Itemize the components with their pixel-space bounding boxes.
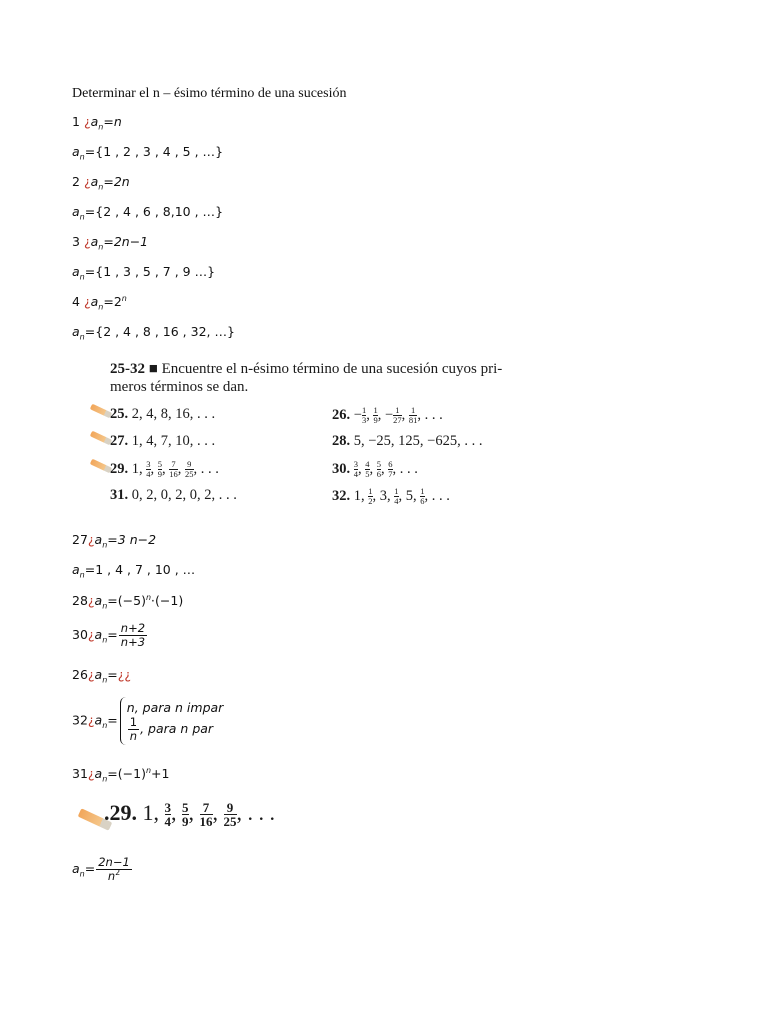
solution-26-rule: $26¿a_n=¿¿$ bbox=[72, 667, 132, 685]
solution-28-rule: $28¿a_n=(-5)^n\cdot(-1)$ bbox=[72, 592, 184, 611]
example-4-sequence: $a_n=\{2$ , 4 , 8 , 16 , 32, …} bbox=[72, 324, 235, 342]
solution-27-rule: $27¿a_n=3$ n−2 bbox=[72, 532, 157, 550]
exercise-32: 32. 1, $\frac{1}{2}$ , 3, $\frac{1}{4}$ , 5, $\frac{1}{6}$ , . . . bbox=[332, 486, 450, 506]
textbook-exercise-image bbox=[84, 360, 554, 510]
example-4-rule: 4 ¿$a_n=2^n$ bbox=[72, 293, 127, 312]
example-3-rule: 3 ¿$a_n=2n-1$ bbox=[72, 234, 149, 252]
pencil-icon bbox=[90, 459, 112, 474]
exercise-27: 27. 1, 4, 7, 10, . . . bbox=[110, 433, 216, 449]
final-answer: $a_n=$ $\frac{2n-1}{n^2}$ bbox=[72, 855, 130, 883]
example-1-sequence: $a_n=\{1$ , 2 , 3 , 4 , 5 , …} bbox=[72, 144, 224, 162]
exercise-30: 30. $\frac{3}{4}$ , $\frac{4}{5}$ , $\frac{5}{6}$ , $\frac{6}{7}$ , . . . bbox=[332, 459, 418, 479]
enlarged-exercise-29: .29. 1, $\frac{3}{4}$ , $\frac{5}{9}$ , $\frac{7}{16}$ , $\frac{9}{25}$ , . . . bbox=[104, 800, 275, 830]
exercise-25: 25. 2, 4, 8, 16, . . . bbox=[110, 406, 216, 422]
solution-27-sequence: $a_n=1$ , 4 , 7 , 10 , … bbox=[72, 562, 196, 580]
exercise-26: 26. − $\frac{1}{3}$ , $\frac{1}{9}$ , − $\frac{1}{27}$ , $\frac{1}{81}$ , . . . bbox=[332, 405, 443, 425]
exercise-29: 29. 1, $\frac{3}{4}$ , $\frac{5}{9}$ , $\frac{7}{16}$ , $\frac{9}{25}$ , . . . bbox=[110, 459, 219, 479]
example-1-rule: 1 ¿$a_n=n$ bbox=[72, 114, 122, 132]
example-2-rule: 2 ¿$a_n=2n$ bbox=[72, 174, 130, 192]
example-3-sequence: $a_n=\{1$ , 3 , 5 , 7 , 9 …} bbox=[72, 264, 216, 282]
page-heading: Determinar el n – ésimo término de una sucesión bbox=[72, 86, 347, 101]
exercise-28: 28. 5, −25, 125, −625, . . . bbox=[332, 433, 483, 449]
exercise-31: 31. 0, 2, 0, 2, 0, 2, . . . bbox=[110, 487, 237, 503]
solution-32-rule: $32¿a_n=n$, para n impar $\frac{1}{n}$ , para n par bbox=[72, 697, 223, 745]
pencil-icon bbox=[90, 404, 112, 419]
example-2-sequence: $a_n=\{2$ , 4 , 6 , 8,10 , …} bbox=[72, 204, 224, 222]
piecewise-definition: n, para n impar $\frac{1}{n}$ , para n par bbox=[120, 697, 224, 745]
exercise-title: 25-32 ■ Encuentre el n-ésimo término de una sucesión cuyos pri- meros términos se dan. bbox=[110, 361, 503, 395]
pencil-icon bbox=[90, 431, 112, 446]
solution-31-rule: $31¿a_n=(-1)^n+1$ bbox=[72, 765, 170, 784]
solution-30-rule: $30¿a_n=$ $\frac{n+2}{n+3}$ bbox=[72, 621, 146, 649]
